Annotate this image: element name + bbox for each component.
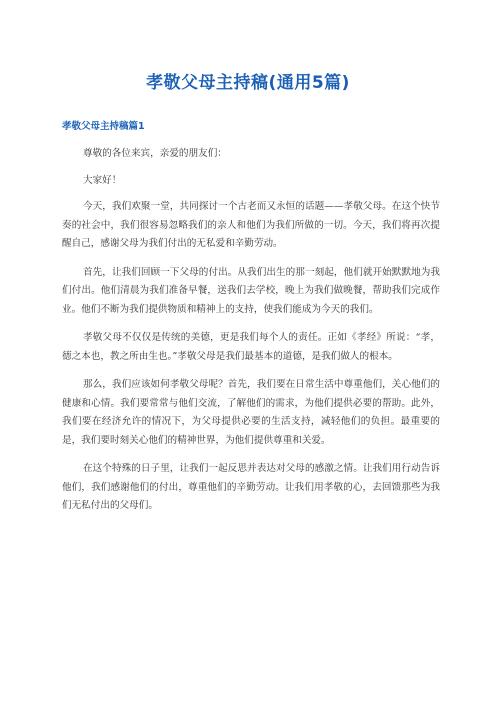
section-heading: 孝敬父母主持稿篇1 bbox=[62, 121, 145, 132]
paragraph: 在这个特殊的日子里，让我们一起反思并表达对父母的感激之情。让我们用行动告诉他们，我们感谢他们的付出，尊重他们的辛勤劳动。让我们用孝敬的心，去回馈那些为我们无私付出的父母们。 bbox=[62, 463, 440, 511]
paragraph: 那么，我们应该如何孝敬父母呢？首先，我们要在日常生活中尊重他们，关心他们的健康和心情。我们要常常与他们交流，了解他们的需求，为他们提供必要的帮助。此外，我们要在经济允许的情况下，为父母提供必要的生活支持，减轻他们的负担。最重要的是，我们要时刻关心他们的精神世界，为他们提供尊重和关爱。 bbox=[62, 379, 440, 446]
paragraph: 大家好！ bbox=[83, 174, 122, 186]
document-title: 孝敬父母主持稿(通用5篇) bbox=[146, 73, 350, 93]
paragraph: 孝敬父母不仅仅是传统的美德，更是我们每个人的责任。正如《孝经》所说：“孝，德之本也，教之所由生也。”孝敬父母是我们最基本的道德，是我们做人的根本。 bbox=[62, 332, 440, 362]
document-body bbox=[62, 145, 440, 526]
paragraph: 今天，我们欢聚一堂，共同探讨一个古老而又永恒的话题——孝敬父母。在这个快节奏的社会中，我们很容易忽略我们的亲人和他们为我们所做的一切。今天，我们将再次提醒自己，感谢父母为我们付出的无私爱和辛勤劳动。 bbox=[62, 201, 440, 249]
paragraph: 尊敬的各位来宾，亲爱的朋友们： bbox=[83, 148, 227, 159]
paragraph: 首先，让我们回顾一下父母的付出。从我们出生的那一刻起，他们就开始默默地为我们付出。他们清晨为我们准备早餐，送我们去学校，晚上为我们做晚餐，帮助我们完成作业。他们不断为我们提供物质和精神上的支持，使我们能成为今天的我们。 bbox=[62, 266, 440, 315]
